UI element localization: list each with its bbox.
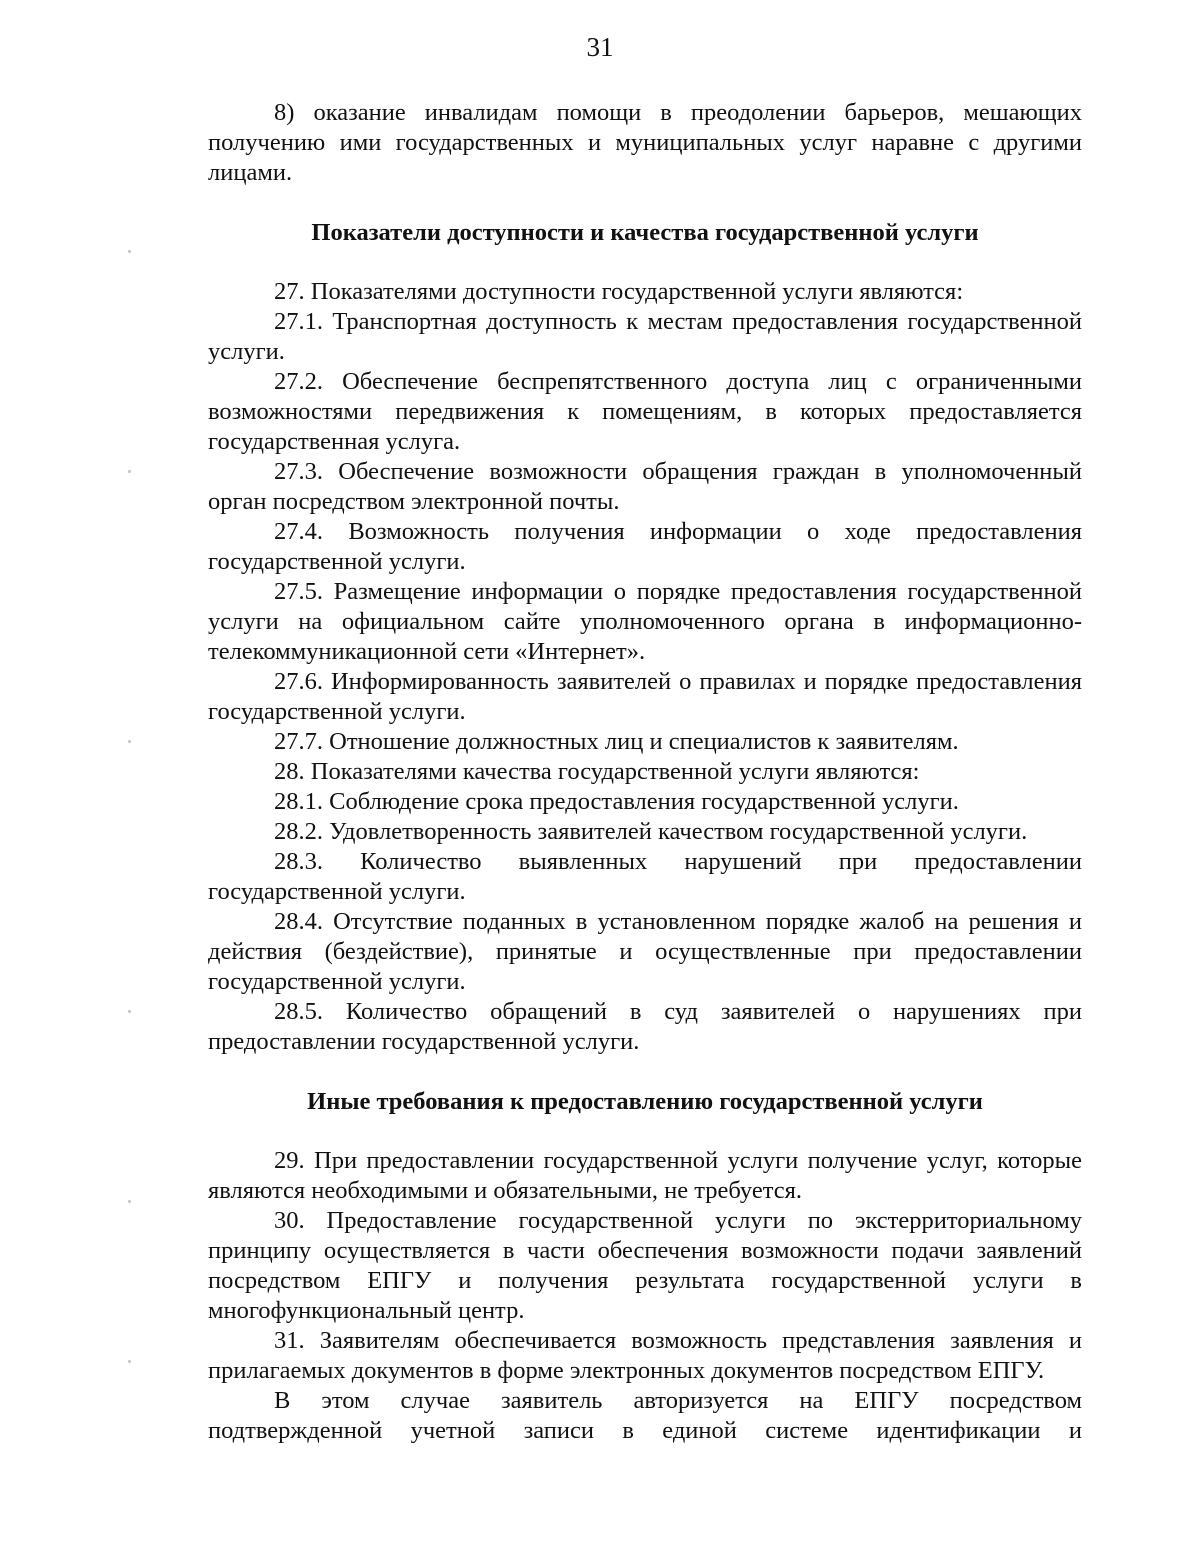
paragraph-31: 31. Заявителям обеспечивается возможность представления заявления и прилагаемых документов в форме электронных документов посредством ЕПГУ.: [208, 1327, 1082, 1384]
paragraph-27-7: 27.7. Отношение должностных лиц и специалистов к заявителям.: [274, 728, 959, 755]
paragraph-27-4: 27.4. Возможность получения информации о ходе предоставления государственной услуги.: [208, 518, 1082, 575]
paragraph-27: 27. Показателями доступности государственной услуги являются:: [274, 278, 964, 305]
paragraph-27-1: 27.1. Транспортная доступность к местам предоставления государственной услуги.: [208, 308, 1082, 365]
section-heading-other-requirements: Иные требования к предоставлению государственной услуги: [307, 1088, 983, 1115]
paragraph-31-continuation: В этом случае заявитель авторизуется на ЕПГУ посредством подтвержденной учетной записи в единой системе идентификации и: [208, 1387, 1082, 1444]
paragraph-28-2: 28.2. Удовлетворенность заявителей качеством государственной услуги.: [274, 818, 1028, 845]
paragraph-28-5: 28.5. Количество обращений в суд заявителей о нарушениях при предоставлении государственной услуги.: [208, 998, 1082, 1055]
paragraph-27-2: 27.2. Обеспечение беспрепятственного доступа лиц с ограниченными возможностями передвижения к помещениям, в которых предоставляется государственная услуга.: [208, 368, 1082, 455]
scan-artifact: [128, 1360, 131, 1363]
paragraph-28: 28. Показателями качества государственной услуги являются:: [274, 758, 920, 785]
scan-artifact: [128, 250, 131, 253]
scan-artifact: [128, 470, 131, 473]
paragraph-27-6: 27.6. Информированность заявителей о правилах и порядке предоставления государственной услуги.: [208, 668, 1082, 725]
scan-artifact: [128, 1010, 131, 1013]
section-heading-accessibility: Показатели доступности и качества государственной услуги: [311, 219, 979, 246]
paragraph-27-5: 27.5. Размещение информации о порядке предоставления государственной услуги на официальном сайте уполномоченного органа в информационно-телекоммуникационной сети «Интернет».: [208, 578, 1082, 665]
page-number: 31: [586, 32, 614, 62]
scan-artifact: [128, 740, 131, 743]
paragraph-28-1: 28.1. Соблюдение срока предоставления государственной услуги.: [274, 788, 959, 815]
scan-artifact: [128, 1200, 131, 1203]
paragraph-30: 30. Предоставление государственной услуги по экстерриториальному принципу осуществляется в части обеспечения возможности подачи заявлений посредством ЕПГУ и получения результата государственной услуги в многофункциональный центр.: [208, 1207, 1082, 1324]
list-item-8: 8) оказание инвалидам помощи в преодолении барьеров, мешающих получению ими государственных и муниципальных услуг наравне с другими лицами.: [208, 99, 1082, 186]
document-body: [208, 98, 1082, 1446]
paragraph-28-3: 28.3. Количество выявленных нарушений при предоставлении государственной услуги.: [208, 848, 1082, 905]
paragraph-27-3: 27.3. Обеспечение возможности обращения граждан в уполномоченный орган посредством электронной почты.: [208, 458, 1082, 515]
paragraph-29: 29. При предоставлении государственной услуги получение услуг, которые являются необходимыми и обязательными, не требуется.: [208, 1147, 1082, 1204]
paragraph-28-4: 28.4. Отсутствие поданных в установленном порядке жалоб на решения и действия (бездействие), принятые и осуществленные при предоставлении государственной услуги.: [208, 908, 1082, 995]
